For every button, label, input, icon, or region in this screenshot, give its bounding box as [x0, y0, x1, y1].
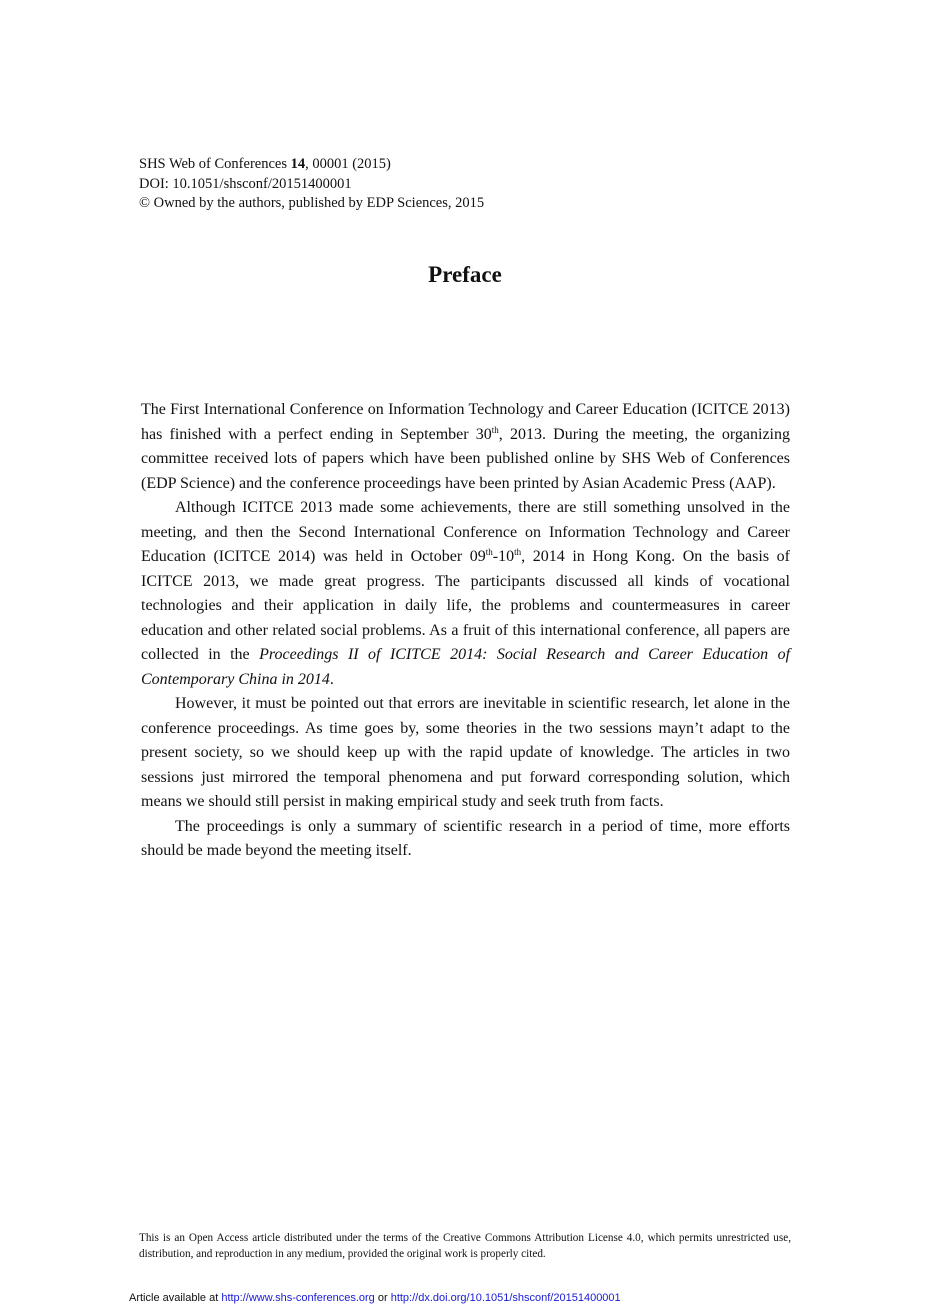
article-number: , 00001 (2015)	[305, 156, 391, 172]
paragraph-4: The proceedings is only a summary of scientific research in a period of time, more efforts should be made beyond the meeting itself.	[141, 817, 790, 859]
footer-separator: or	[374, 1292, 391, 1304]
journal-citation-line	[139, 155, 484, 175]
page-title: Preface	[428, 262, 502, 287]
doi-line: DOI: 10.1051/shsconf/20151400001	[139, 175, 352, 192]
paragraph-1	[141, 398, 790, 496]
journal-name: SHS Web of Conferences	[139, 156, 291, 172]
volume-number: 14	[290, 156, 306, 172]
proceedings-title: Proceedings II of ICITCE 2014: Social Research and Career Education of Contemporary China in 2014	[141, 646, 791, 688]
paragraph-2-text-b: -10	[492, 548, 515, 565]
copyright-line: © Owned by the authors, published by EDP Sciences, 2015	[139, 195, 485, 211]
license-notice: This is an Open Access article distributed under the terms of the Creative Commons Attribution License 4.0, which permits unrestricted use, distribution, and reproduction in any medium, provided the original work is properly cited.	[139, 1232, 791, 1260]
superscript-th: th	[485, 547, 493, 557]
preface-body	[141, 398, 790, 864]
superscript-th: th	[514, 547, 522, 557]
article-header	[139, 155, 484, 214]
paragraph-1-text-a: The First International Conference on Information Technology and Career Education (ICITCE 2013) has finished with a perfect ending in September 30	[141, 401, 790, 443]
paragraph-2	[141, 496, 790, 692]
article-availability-footer	[129, 1292, 621, 1304]
paragraph-2-text-c: , 2014 in Hong Kong. On the basis of ICITCE 2013, we made great progress. The participants discussed all kinds of vocational technologies and their application in daily life, the problems and countermeasures in career education and other related social problems. As a fruit of this international conference, all papers are collected in the	[141, 548, 791, 663]
paragraph-1-text-b: , 2013. During the meeting, the organizing committee received lots of papers which have been published online by SHS Web of Conferences (EDP Science) and the conference proceedings have been printed by Asian Academic Press (AAP).	[141, 425, 791, 492]
footer-prefix: Article available at	[129, 1292, 222, 1304]
paragraph-2-text-a: Although ICITCE 2013 made some achievements, there are still something unsolved in the meeting, and then the Second International Conference on Information Technology and Career Education (ICITCE 2014) was held in October 09	[141, 499, 790, 565]
paragraph-2-text-d: .	[329, 670, 334, 688]
conference-website-link[interactable]: http://www.shs-conferences.org	[221, 1292, 375, 1304]
superscript-th: th	[491, 424, 499, 435]
paragraph-3: However, it must be pointed out that errors are inevitable in scientific research, let alone in the conference proceedings. As time goes by, some theories in the two sessions mayn’t adapt to the present society, so we should keep up with the rapid update of knowledge. The articles in two sessions just mirrored the temporal phenomena and put forward corresponding solution, which means we should still persist in making empirical study and seek truth from facts.	[141, 695, 790, 810]
doi-link[interactable]: http://dx.doi.org/10.1051/shsconf/20151400001	[390, 1292, 621, 1304]
